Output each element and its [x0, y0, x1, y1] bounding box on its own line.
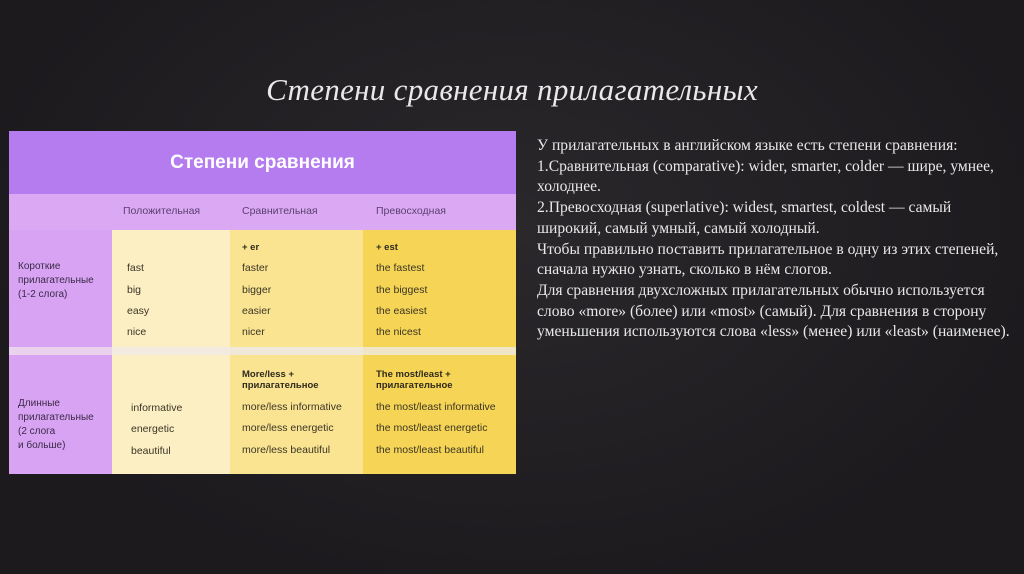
word-comparative: nicer: [242, 326, 265, 338]
column-header-row: [9, 194, 516, 230]
word-comparative: more/less beautiful: [242, 444, 331, 456]
row-label-short: Короткие прилагательные (1-2 слога): [18, 261, 94, 300]
description-paragraph: У прилагательных в английском языке есть степени сравнения:: [537, 137, 958, 154]
column-header-superlative: Превосходная: [376, 205, 446, 217]
row-label-long: Длинные прилагательные (2 слога и больше): [18, 398, 94, 451]
row-label-long-cell: [9, 355, 112, 474]
description-paragraph: Для сравнения двухсложных прилагательных обычно используется слово «more» (более) или «most» (самый). Для сравнения в сторону уменьшения используются слова «less» (менее) или «least» (наименее).: [537, 281, 1010, 341]
word-superlative: the easiest: [376, 305, 427, 317]
rule-est: + est: [376, 242, 398, 253]
rule-more-less: More/less + прилагательное: [242, 369, 319, 391]
row-label-short-cell: [9, 230, 112, 347]
word-comparative: more/less informative: [242, 401, 342, 413]
word-positive: energetic: [131, 423, 175, 435]
positive-cell-long: [112, 355, 230, 474]
rule-er: + er: [242, 242, 260, 253]
table-title: Степени сравнения: [9, 131, 516, 194]
word-comparative: easier: [242, 305, 271, 317]
description-text: [537, 136, 1017, 343]
word-positive: fast: [127, 262, 144, 274]
word-superlative: the nicest: [376, 326, 421, 338]
comparison-table-image: [9, 131, 516, 474]
word-superlative: the biggest: [376, 284, 428, 296]
description-paragraph: 1.Сравнительная (comparative): wider, smarter, colder — шире, умнее, холоднее.: [537, 157, 994, 196]
word-superlative: the most/least informative: [376, 401, 496, 413]
word-positive: nice: [127, 326, 147, 338]
word-comparative: faster: [242, 262, 269, 274]
description-paragraph: Чтобы правильно поставить прилагательное в одну из этих степеней, сначала нужно узнать, сколько в нём слогов.: [537, 240, 999, 279]
group-separator: [9, 347, 516, 355]
slide-title: Степени сравнения прилагательных: [266, 72, 758, 107]
column-header-positive: Положительная: [123, 205, 201, 217]
word-positive: beautiful: [131, 445, 171, 457]
word-positive: informative: [131, 402, 183, 414]
column-header-comparative: Сравнительная: [242, 205, 318, 217]
word-superlative: the fastest: [376, 262, 425, 274]
word-positive: easy: [127, 305, 150, 317]
word-positive: big: [127, 284, 142, 296]
word-comparative: more/less energetic: [242, 422, 334, 434]
word-superlative: the most/least energetic: [376, 422, 488, 434]
rule-most-least: The most/least + прилагательное: [376, 369, 453, 391]
word-comparative: bigger: [242, 284, 272, 296]
word-superlative: the most/least beautiful: [376, 444, 484, 456]
description-paragraph: 2.Превосходная (superlative): widest, smartest, coldest — самый широкий, самый умный, самый холодный.: [537, 199, 952, 237]
